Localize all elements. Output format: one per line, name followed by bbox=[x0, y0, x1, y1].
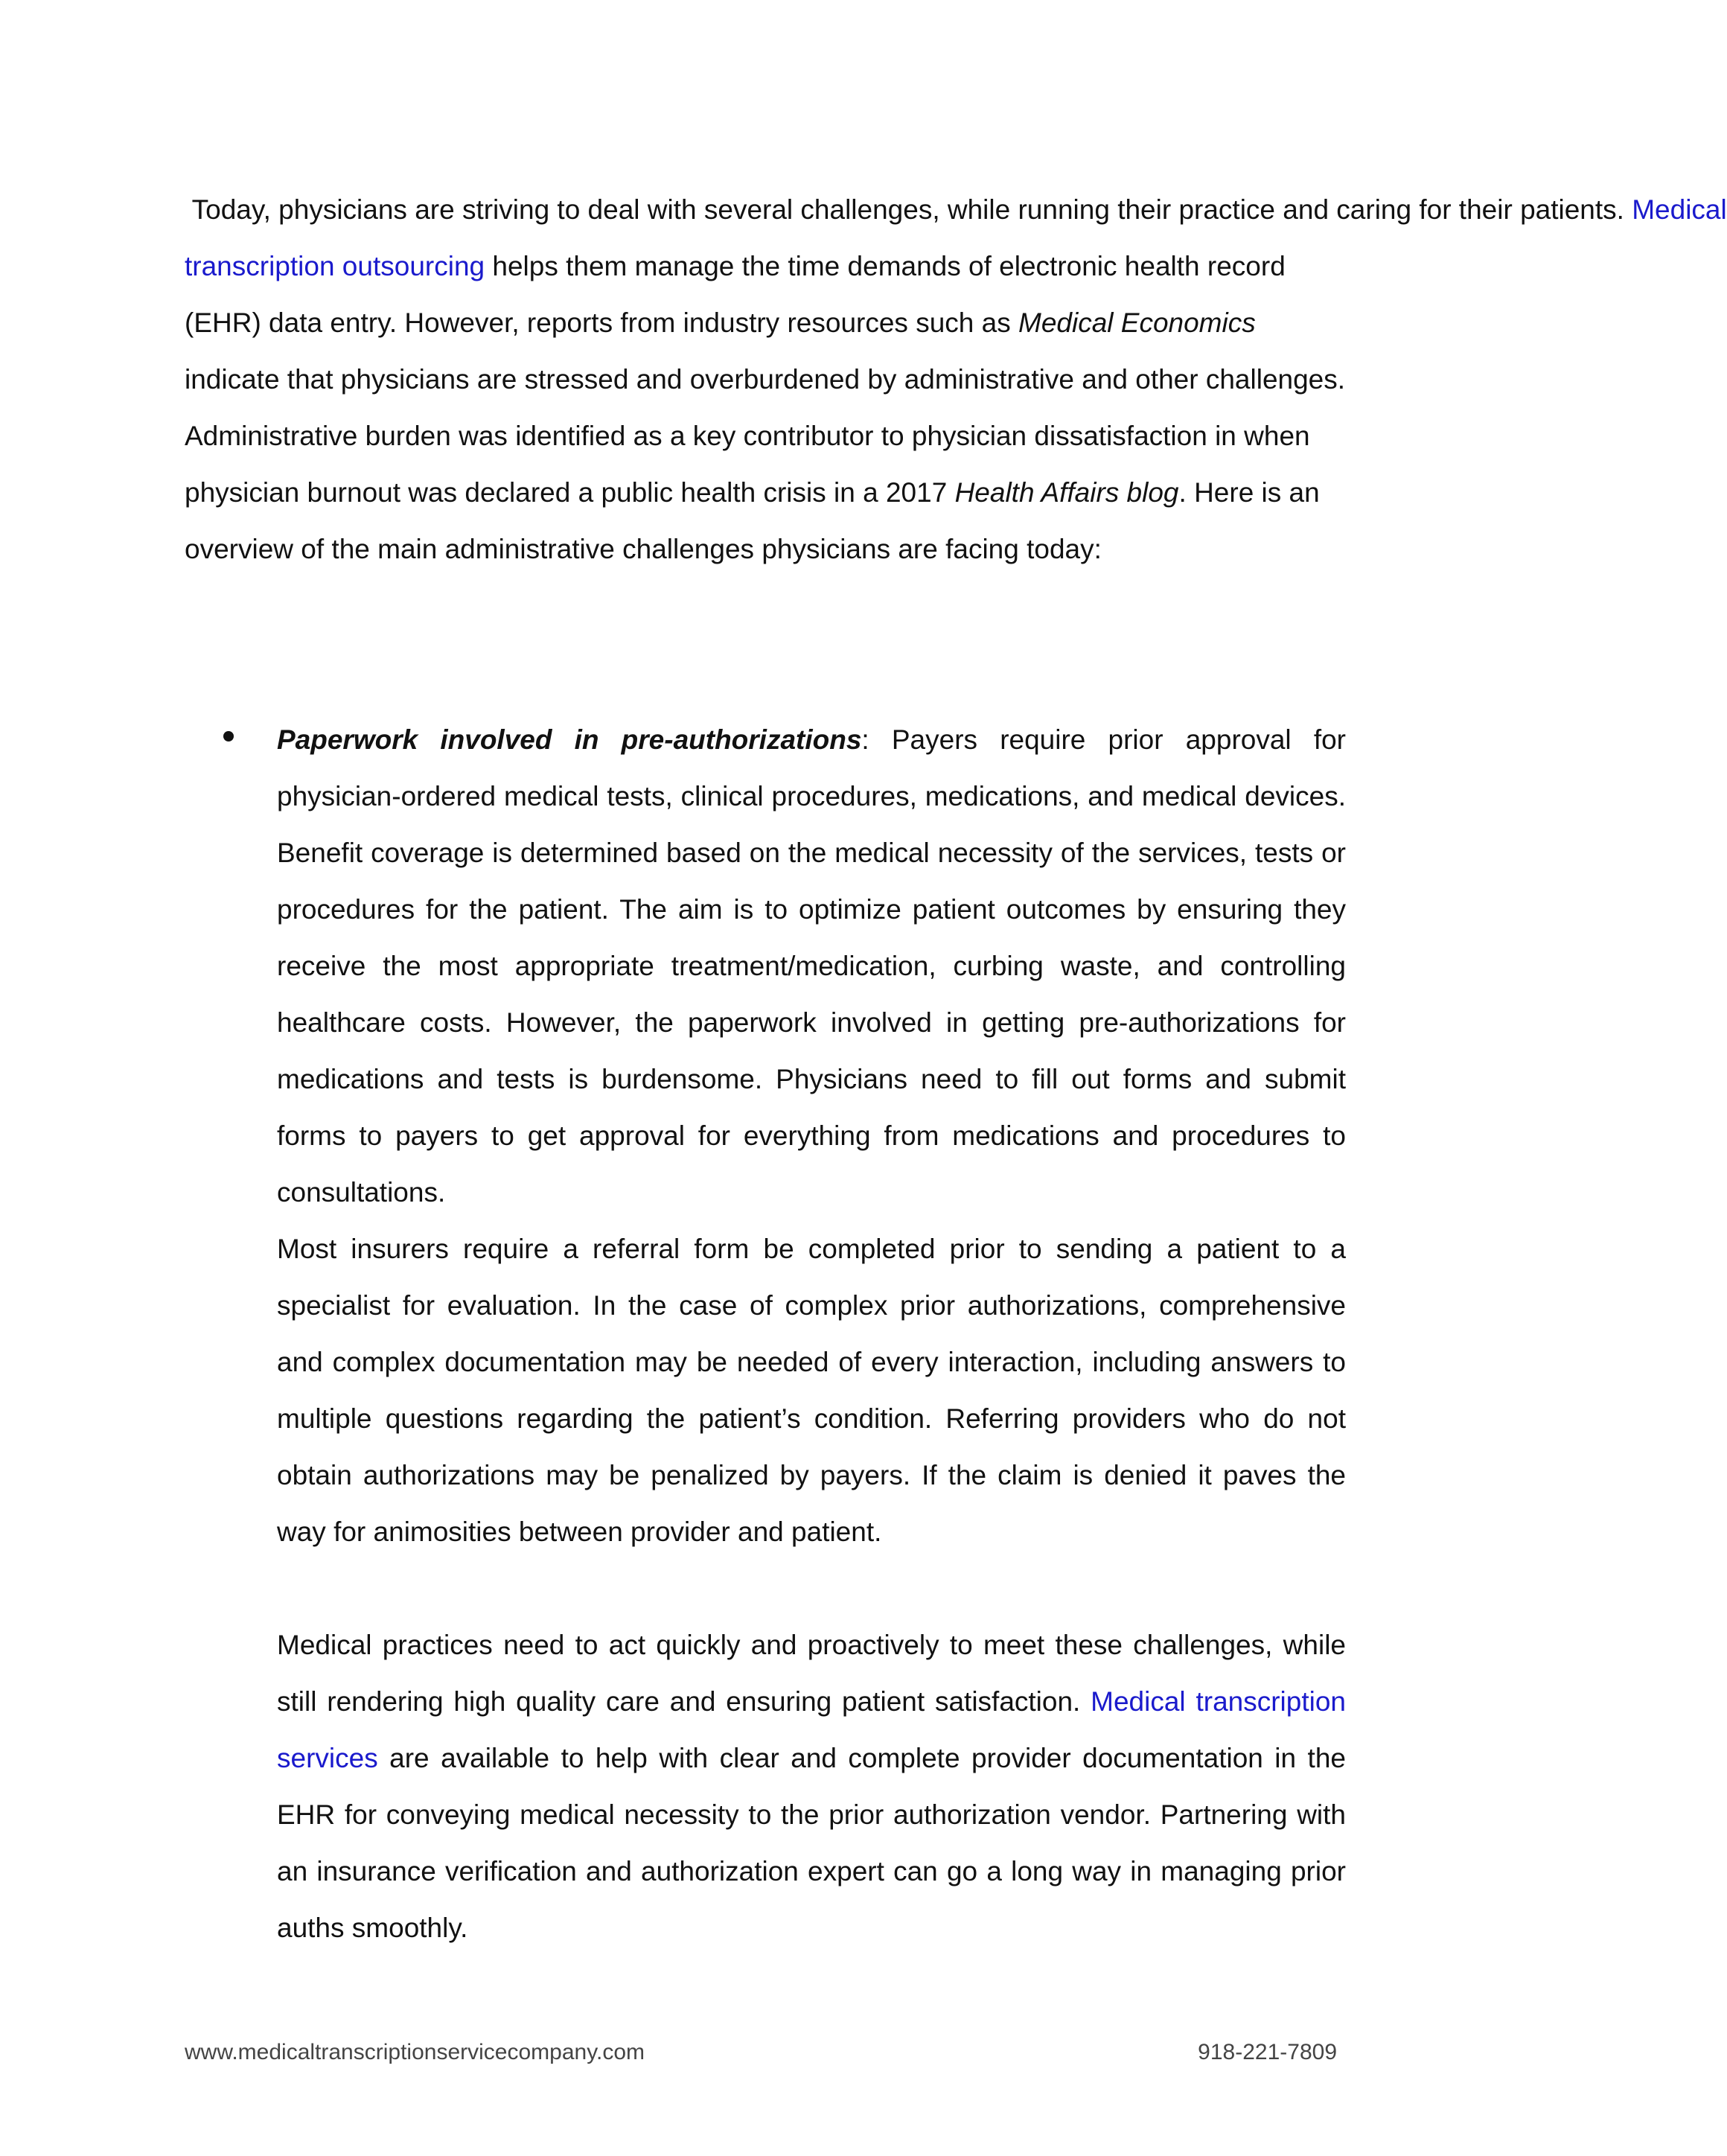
health-affairs-blog-title: Health Affairs blog bbox=[954, 477, 1179, 508]
bullet-title: Paperwork involved in pre-authorizations bbox=[277, 724, 862, 755]
medical-transcription-outsourcing-link[interactable]: Medical transcription outsourcing bbox=[185, 194, 1727, 281]
intro-paragraph bbox=[185, 182, 1727, 578]
bullet-paragraph bbox=[277, 712, 1346, 1221]
referral-paragraph: Most insurers require a referral form be completed prior to sending a patient to a specialist for evaluation. In the case of complex prior authorizations, comprehensive and complex documentation may be needed of every interaction, including answers to multiple questions regarding the patient’s condition. Referring providers who do not obtain authorizations may be penalized by payers. If the claim is denied it paves the way for animosities between provider and patient. bbox=[277, 1234, 1346, 1547]
closing-paragraph bbox=[277, 1617, 1346, 1956]
medical-transcription-services-link[interactable]: Medical transcription services bbox=[277, 1686, 1347, 1773]
bullet-dot-icon bbox=[223, 731, 234, 741]
closing-lead-text: Medical practices need to act quickly and proactively to meet these challenges, while still rendering high quality care and ensuring patient satisfaction. bbox=[277, 1630, 1346, 1717]
footer-phone: 918-221-7809 bbox=[1198, 2040, 1337, 2064]
footer-website: www.medicaltranscriptionservicecompany.com bbox=[185, 2040, 645, 2064]
medical-economics-title: Medical Economics bbox=[1018, 307, 1256, 338]
intro-lead-text: Today, physicians are striving to deal with several challenges, while running their practice and caring for their patients. bbox=[185, 194, 1632, 225]
closing-tail-text: are available to help with clear and complete provider documentation in the EHR for conveying medical necessity to the prior authorization vendor. Partnering with an insurance verification and authorization expert can go a long way in managing prior auths smoothly. bbox=[277, 1743, 1346, 1943]
intro-tail-text: . Here is an overview of the main administrative challenges physicians are facing today: bbox=[185, 477, 1320, 564]
intro-after-title-text: indicate that physicians are stressed and overburdened by administrative and other challenges. Administrative burden was identified as a key contributor to physician dissatisfaction in when physician burnout was declared a public health crisis in a 2017 bbox=[185, 364, 1346, 508]
bullet-body-text: : Payers require prior approval for physician-ordered medical tests, clinical procedures, medications, and medical devices. Benefit coverage is determined based on the medical necessity of the services, tests or procedures for the patient. The aim is to optimize patient outcomes by ensuring they receive the most appropriate treatment/medication, curbing waste, and controlling healthcare costs. However, the paperwork involved in getting pre-authorizations for medications and tests is burdensome. Physicians need to fill out forms and submit forms to payers to get approval for everything from medications and procedures to consultations. bbox=[277, 724, 1346, 1208]
intro-after-link-text: helps them manage the time demands of electronic health record (EHR) data entry. However, reports from industry resources such as bbox=[185, 251, 1286, 338]
